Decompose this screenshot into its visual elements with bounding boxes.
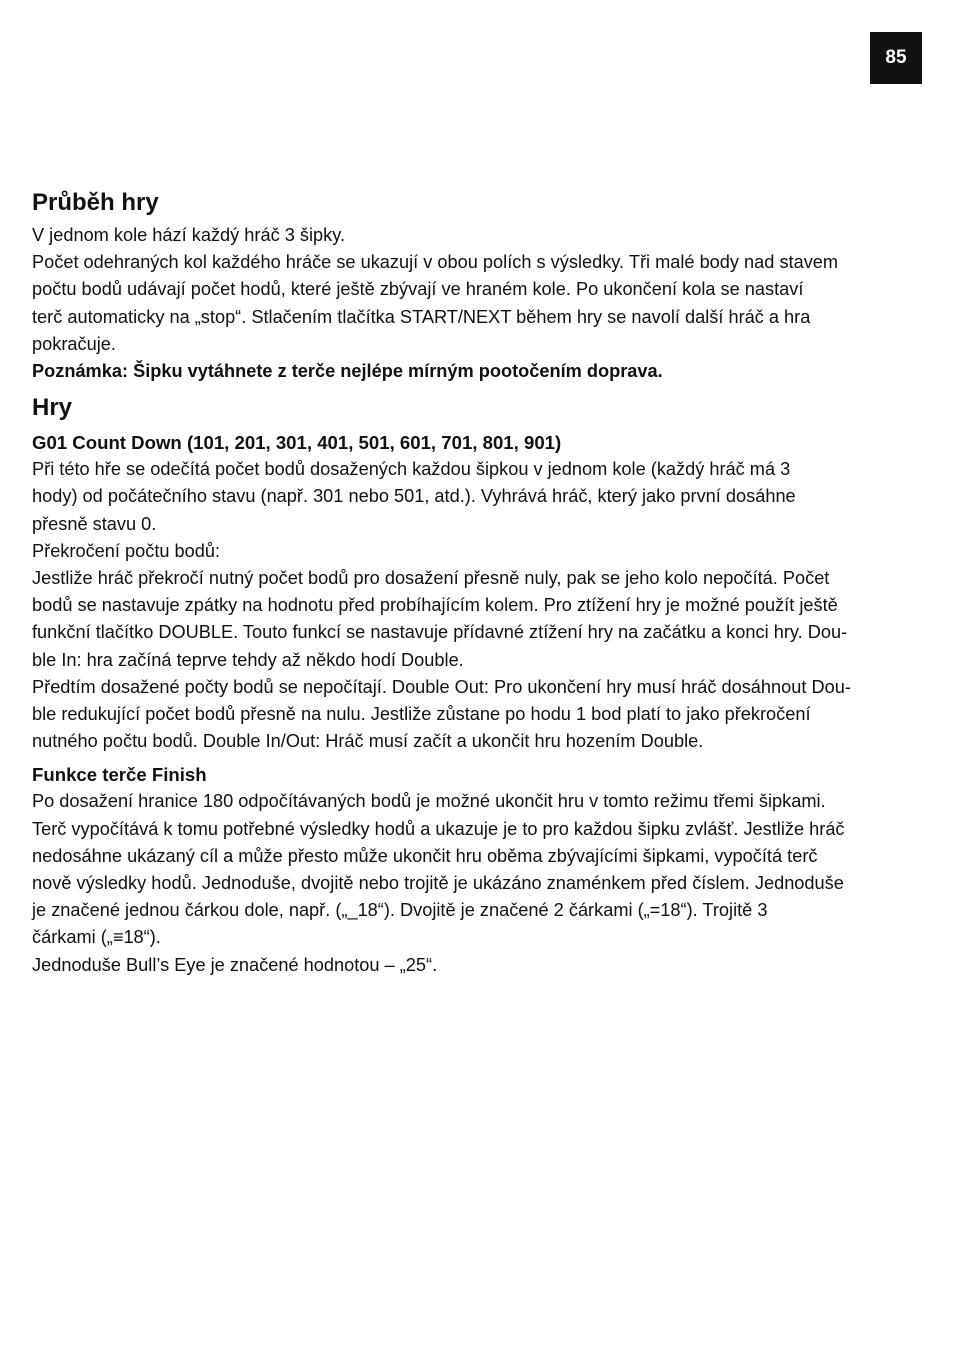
text-line: ble redukující počet bodů přesně na nulu. Jestliže zůstane po hodu 1 bod platí to jako překročení	[32, 704, 811, 725]
text-line: Předtím dosažené počty bodů se nepočítají. Double Out: Pro ukončení hry musí hráč dosáhnout Dou-	[32, 676, 851, 697]
text-line: Počet odehraných kol každého hráče se ukazují v obou polích s výsledky. Tři malé body nad stavem	[32, 252, 839, 273]
text-line: čárkami („≡18“).	[32, 927, 161, 948]
text-line: nedosáhne ukázaný cíl a může přesto může ukončit hru oběma zbývajícími šipkami, vypočítá terč	[32, 845, 818, 866]
text-line: nově výsledky hodů. Jednoduše, dvojitě nebo trojitě je ukázáno znaménkem před číslem. Jednoduše	[32, 873, 844, 894]
game-title-g01: G01 Count Down (101, 201, 301, 401, 501, 601, 701, 801, 901)	[32, 432, 562, 454]
text-line: Překročení počtu bodů:	[32, 540, 221, 561]
text-line: V jednom kole hází každý hráč 3 šipky.	[32, 225, 346, 245]
text-line: počtu bodů udávají počet hodů, které ještě zbývají ve hraném kole. Po ukončení kola se nastaví	[32, 279, 804, 300]
text-line: Jestliže hráč překročí nutný počet bodů pro dosažení přesně nuly, pak se jeho kolo nepočítá. Počet	[32, 568, 830, 589]
text-line: funkční tlačítko DOUBLE. Touto funkcí se nastavuje přídavné ztížení hry na začátku a konci hry. Dou-	[32, 622, 848, 643]
text-line: hody) od počátečního stavu (např. 301 nebo 501, atd.). Vyhrává hráč, který jako první dosáhne	[32, 486, 796, 507]
text-line: nutného počtu bodů. Double In/Out: Hráč musí začít a ukončit hru hozením Double.	[32, 731, 704, 752]
text-line: Terč vypočítává k tomu potřebné výsledky hodů a ukazuje je to pro každou šipku zvlášť. Jestliže hráč	[32, 818, 845, 839]
text-line: terč automaticky na „stop“. Stlačením tlačítka START/NEXT během hry se navolí další hráč a hra	[32, 306, 811, 327]
section-title-hry: Hry	[32, 394, 73, 422]
section-title-funkce-terce-finish: Funkce terče Finish	[32, 764, 207, 786]
text-line: přesně stavu 0.	[32, 513, 157, 534]
text-line: bodů se nastavuje zpátky na hodnotu před probíhajícím kolem. Pro ztížení hry je možné použít ještě	[32, 595, 838, 616]
text-line: ble In: hra začíná teprve tehdy až někdo hodí Double.	[32, 649, 464, 670]
text-line: Při této hře se odečítá počet bodů dosažených každou šipkou v jednom kole (každý hráč má 3	[32, 459, 791, 480]
page-number: 85	[870, 32, 922, 84]
text-line: Po dosažení hranice 180 odpočítávaných bodů je možné ukončit hru v tomto režimu třemi šipkami.	[32, 791, 826, 812]
section-title-prubeh-hry: Průběh hry	[32, 189, 159, 216]
text-line: je značené jednou čárkou dole, např. („_18“). Dvojitě je značené 2 čárkami („=18“). Trojitě 3	[32, 900, 768, 921]
text-line: Jednoduše Bull’s Eye je značené hodnotou – „25“.	[32, 954, 438, 975]
document-body	[32, 188, 924, 979]
text-line: pokračuje.	[32, 333, 116, 354]
note-line: Poznámka: Šipku vytáhnete z terče nejlépe mírným pootočením doprava.	[32, 361, 663, 382]
